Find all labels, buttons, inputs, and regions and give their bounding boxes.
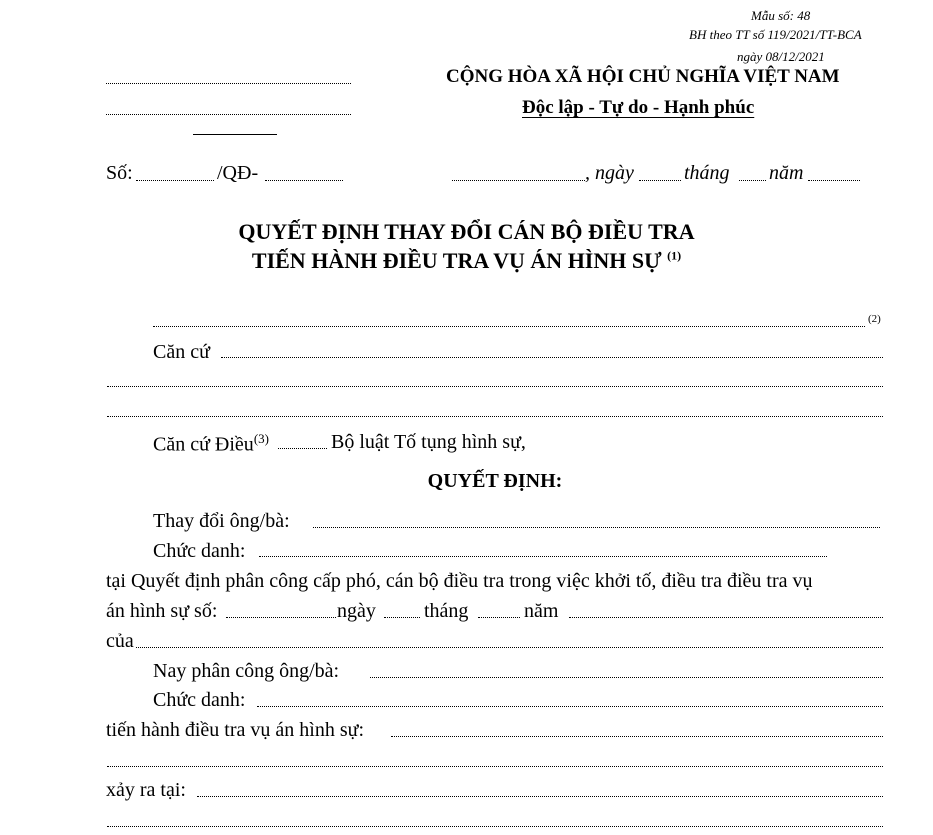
- chuc-danh-label-2: Chức danh:: [153, 689, 246, 711]
- number-suffix: /QĐ-: [217, 162, 259, 184]
- replaced-position-field[interactable]: [259, 556, 827, 557]
- location-field-2[interactable]: [107, 826, 883, 827]
- date-day-field[interactable]: [639, 180, 681, 181]
- legal-basis-line[interactable]: [153, 326, 865, 327]
- can-cu-dieu-label: [153, 431, 269, 457]
- national-motto: Độc lập - Tự do - Hạnh phúc: [522, 97, 755, 118]
- issuer-field[interactable]: [136, 647, 883, 648]
- tien-hanh-label: tiến hành điều tra vụ án hình sự:: [106, 719, 365, 741]
- can-cu-label: Căn cứ: [153, 341, 210, 363]
- thang-label: tháng: [424, 600, 469, 622]
- tai-quyet-dinh-text: tại Quyết định phân công cấp phó, cán bộ điều tra trong việc khởi tố, điều tra điều tra vụ: [106, 570, 813, 592]
- nam-label: năm: [524, 600, 559, 622]
- title-line-2-text: TIẾN HÀNH ĐIỀU TRA VỤ ÁN HÌNH SỰ: [251, 248, 662, 273]
- assigned-position-field[interactable]: [257, 706, 883, 707]
- month-field[interactable]: [478, 617, 520, 618]
- footnote-2: (2): [868, 313, 881, 325]
- case-field-2[interactable]: [107, 766, 883, 767]
- can-cu-field-2[interactable]: [107, 386, 883, 387]
- place-field[interactable]: [452, 180, 585, 181]
- day-field[interactable]: [384, 617, 420, 618]
- year-field[interactable]: [569, 617, 883, 618]
- agency-line-1[interactable]: [106, 83, 351, 84]
- agency-line-2[interactable]: [106, 114, 351, 115]
- thay-doi-label: Thay đổi ông/bà:: [153, 510, 290, 532]
- form-issued-by: BH theo TT số 119/2021/TT-BCA: [689, 27, 862, 42]
- case-field[interactable]: [391, 736, 883, 737]
- country-name: CỘNG HÒA XÃ HỘI CHỦ NGHĨA VIỆT NAM: [446, 66, 840, 87]
- xay-ra-tai-label: xảy ra tại:: [106, 779, 186, 801]
- chuc-danh-label-1: Chức danh:: [153, 540, 246, 562]
- can-cu-field-3[interactable]: [107, 416, 883, 417]
- date-ngay-label: , ngày: [585, 162, 634, 184]
- replaced-person-field[interactable]: [313, 527, 880, 528]
- number-label: Số:: [106, 162, 133, 184]
- document-title-line-2: [0, 248, 933, 274]
- footnote-3: (3): [253, 431, 269, 446]
- number-agency-field[interactable]: [265, 180, 343, 181]
- assigned-person-field[interactable]: [370, 677, 883, 678]
- date-month-field[interactable]: [739, 180, 766, 181]
- can-cu-dieu-text: Căn cứ Điều: [153, 433, 254, 456]
- document-title-line-1: QUYẾT ĐỊNH THAY ĐỔI CÁN BỘ ĐIỀU TRA: [238, 219, 695, 244]
- cua-label: của: [106, 630, 134, 652]
- ngay-label: ngày: [337, 600, 376, 622]
- date-thang-label: tháng: [684, 162, 730, 184]
- number-field[interactable]: [136, 180, 214, 181]
- date-year-field[interactable]: [808, 180, 860, 181]
- criminal-procedure-code: Bộ luật Tố tụng hình sự,: [331, 431, 526, 453]
- nay-phan-cong-label: Nay phân công ông/bà:: [153, 660, 340, 682]
- article-field[interactable]: [278, 448, 327, 449]
- decision-heading: QUYẾT ĐỊNH:: [427, 470, 563, 492]
- date-nam-label: năm: [769, 162, 804, 184]
- location-field[interactable]: [197, 796, 883, 797]
- can-cu-field[interactable]: [221, 357, 883, 358]
- footnote-1: (1): [667, 248, 682, 263]
- form-date: ngày 08/12/2021: [737, 49, 825, 64]
- agency-divider: [193, 134, 277, 135]
- form-number: Mẫu số: 48: [751, 8, 811, 23]
- decision-number-field[interactable]: [226, 617, 336, 618]
- an-hinh-su-so-label: án hình sự số:: [106, 600, 218, 622]
